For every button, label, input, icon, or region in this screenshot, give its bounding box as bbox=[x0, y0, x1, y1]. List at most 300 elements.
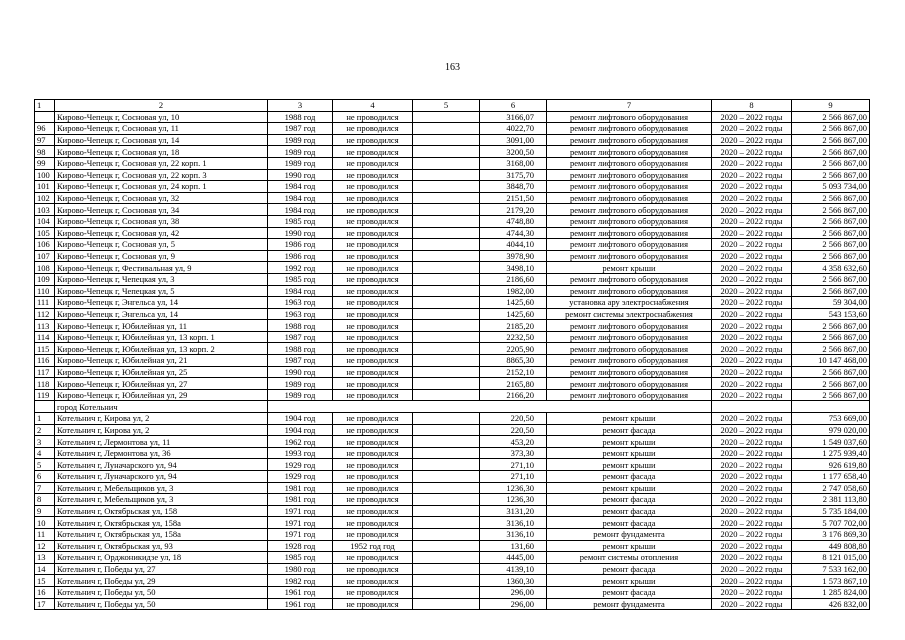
cost-cell: 2 566 867,00 bbox=[792, 111, 870, 123]
row-number: 13 bbox=[35, 552, 55, 564]
cost-cell: 2 566 867,00 bbox=[792, 123, 870, 135]
row-number: 100 bbox=[35, 169, 55, 181]
last-repair-cell: не проводился bbox=[333, 262, 413, 274]
last-repair-cell: не проводился bbox=[333, 413, 413, 425]
cost-cell: 3 176 869,30 bbox=[792, 528, 870, 540]
year-cell: 1987 год bbox=[268, 355, 333, 367]
year-cell: 1980 год bbox=[268, 563, 333, 575]
area-cell: 2232,50 bbox=[480, 331, 547, 343]
period-cell: 2020 – 2022 годы bbox=[712, 494, 792, 506]
work-type-cell: ремонт лифтового оборудования bbox=[547, 169, 712, 181]
table-row bbox=[35, 575, 870, 587]
period-cell: 2020 – 2022 годы bbox=[712, 540, 792, 552]
last-repair-cell: не проводился bbox=[333, 297, 413, 309]
year-cell: 1988 год bbox=[268, 343, 333, 355]
last-repair-cell: не проводился bbox=[333, 157, 413, 169]
address-cell: Котельнич г, Луначарского ул, 94 bbox=[55, 459, 268, 471]
address-cell: Кирово-Чепецк г, Сосновая ул, 42 bbox=[55, 227, 268, 239]
table-row bbox=[35, 378, 870, 390]
cost-cell: 2 566 867,00 bbox=[792, 227, 870, 239]
last-repair-cell: не проводился bbox=[333, 343, 413, 355]
table-row bbox=[35, 494, 870, 506]
empty-cell bbox=[35, 401, 55, 413]
year-cell: 1904 год bbox=[268, 424, 333, 436]
period-cell: 2020 – 2022 годы bbox=[712, 308, 792, 320]
area-cell: 3136,10 bbox=[480, 528, 547, 540]
cost-cell: 2 566 867,00 bbox=[792, 215, 870, 227]
cost-cell: 543 153,60 bbox=[792, 308, 870, 320]
area-cell: 1425,60 bbox=[480, 308, 547, 320]
period-cell: 2020 – 2022 годы bbox=[712, 436, 792, 448]
table-row bbox=[35, 598, 870, 610]
table-row bbox=[35, 447, 870, 459]
table-row bbox=[35, 459, 870, 471]
cost-cell: 2 566 867,00 bbox=[792, 204, 870, 216]
empty-cell bbox=[413, 239, 480, 251]
work-type-cell: ремонт лифтового оборудования bbox=[547, 134, 712, 146]
address-cell: Кирово-Чепецк г, Сосновая ул, 11 bbox=[55, 123, 268, 135]
cost-cell: 2 566 867,00 bbox=[792, 239, 870, 251]
work-type-cell: ремонт фасада bbox=[547, 517, 712, 529]
year-cell: 1990 год bbox=[268, 227, 333, 239]
year-cell: 1992 год bbox=[268, 262, 333, 274]
cost-cell: 2 566 867,00 bbox=[792, 250, 870, 262]
empty-cell bbox=[413, 575, 480, 587]
empty-cell bbox=[413, 343, 480, 355]
address-cell: Котельнич г, Октябрьская ул, 158 bbox=[55, 505, 268, 517]
cost-cell: 59 304,00 bbox=[792, 297, 870, 309]
empty-cell bbox=[413, 181, 480, 193]
table-row bbox=[35, 424, 870, 436]
empty-cell bbox=[413, 297, 480, 309]
cost-cell: 5 735 184,00 bbox=[792, 505, 870, 517]
work-type-cell: ремонт фасада bbox=[547, 563, 712, 575]
area-cell: 4044,10 bbox=[480, 239, 547, 251]
row-number: 16 bbox=[35, 586, 55, 598]
table-row bbox=[35, 157, 870, 169]
area-cell: 1360,30 bbox=[480, 575, 547, 587]
cost-cell: 4 358 632,60 bbox=[792, 262, 870, 274]
empty-cell bbox=[413, 355, 480, 367]
row-number: 110 bbox=[35, 285, 55, 297]
header-cell: 9 bbox=[792, 100, 870, 112]
cost-cell: 449 808,80 bbox=[792, 540, 870, 552]
period-cell: 2020 – 2022 годы bbox=[712, 157, 792, 169]
last-repair-cell: не проводился bbox=[333, 366, 413, 378]
cost-cell: 7 533 162,00 bbox=[792, 563, 870, 575]
last-repair-cell: 1952 год год bbox=[333, 540, 413, 552]
table-row bbox=[35, 389, 870, 401]
address-cell: Кирово-Чепецк г, Энгельса ул, 14 bbox=[55, 308, 268, 320]
empty-cell bbox=[413, 285, 480, 297]
empty-cell bbox=[413, 204, 480, 216]
area-cell: 3200,50 bbox=[480, 146, 547, 158]
cost-cell: 2 566 867,00 bbox=[792, 366, 870, 378]
row-number: 96 bbox=[35, 123, 55, 135]
work-type-cell: ремонт фасада bbox=[547, 424, 712, 436]
table-row bbox=[35, 331, 870, 343]
period-cell: 2020 – 2022 годы bbox=[712, 204, 792, 216]
repair-program-table bbox=[34, 99, 870, 610]
empty-cell bbox=[413, 482, 480, 494]
last-repair-cell: не проводился bbox=[333, 563, 413, 575]
table-row bbox=[35, 239, 870, 251]
year-cell: 1988 год bbox=[268, 111, 333, 123]
period-cell: 2020 – 2022 годы bbox=[712, 505, 792, 517]
last-repair-cell: не проводился bbox=[333, 471, 413, 483]
row-number: 116 bbox=[35, 355, 55, 367]
area-cell: 131,60 bbox=[480, 540, 547, 552]
period-cell: 2020 – 2022 годы bbox=[712, 447, 792, 459]
header-cell: 4 bbox=[333, 100, 413, 112]
row-number: 104 bbox=[35, 215, 55, 227]
period-cell: 2020 – 2022 годы bbox=[712, 389, 792, 401]
period-cell: 2020 – 2022 годы bbox=[712, 331, 792, 343]
year-cell: 1929 год bbox=[268, 459, 333, 471]
last-repair-cell: не проводился bbox=[333, 123, 413, 135]
last-repair-cell: не проводился bbox=[333, 192, 413, 204]
empty-cell bbox=[413, 262, 480, 274]
period-cell: 2020 – 2022 годы bbox=[712, 424, 792, 436]
period-cell: 2020 – 2022 годы bbox=[712, 181, 792, 193]
row-number: 101 bbox=[35, 181, 55, 193]
area-cell: 220,50 bbox=[480, 424, 547, 436]
period-cell: 2020 – 2022 годы bbox=[712, 355, 792, 367]
year-cell: 1929 год bbox=[268, 471, 333, 483]
table-row bbox=[35, 355, 870, 367]
period-cell: 2020 – 2022 годы bbox=[712, 575, 792, 587]
work-type-cell: ремонт фундамента bbox=[547, 528, 712, 540]
row-number: 1 bbox=[35, 413, 55, 425]
cost-cell: 1 549 037,60 bbox=[792, 436, 870, 448]
cost-cell: 426 832,00 bbox=[792, 598, 870, 610]
last-repair-cell: не проводился bbox=[333, 285, 413, 297]
address-cell: Котельнич г, Кирова ул, 2 bbox=[55, 424, 268, 436]
empty-cell bbox=[413, 494, 480, 506]
address-cell: Котельнич г, Победы ул, 50 bbox=[55, 586, 268, 598]
last-repair-cell: не проводился bbox=[333, 528, 413, 540]
table-row bbox=[35, 586, 870, 598]
year-cell: 1971 год bbox=[268, 517, 333, 529]
year-cell: 1962 год bbox=[268, 436, 333, 448]
address-cell: Кирово-Чепецк г, Юбилейная ул, 25 bbox=[55, 366, 268, 378]
cost-cell: 8 121 015,00 bbox=[792, 552, 870, 564]
work-type-cell: ремонт фасада bbox=[547, 494, 712, 506]
table-row bbox=[35, 262, 870, 274]
table-row bbox=[35, 505, 870, 517]
work-type-cell: ремонт лифтового оборудования bbox=[547, 355, 712, 367]
row-number: 9 bbox=[35, 505, 55, 517]
last-repair-cell: не проводился bbox=[333, 250, 413, 262]
address-cell: Котельнич г, Победы ул, 27 bbox=[55, 563, 268, 575]
period-cell: 2020 – 2022 годы bbox=[712, 250, 792, 262]
period-cell: 2020 – 2022 годы bbox=[712, 111, 792, 123]
work-type-cell: ремонт лифтового оборудования bbox=[547, 146, 712, 158]
empty-cell bbox=[413, 157, 480, 169]
empty-cell bbox=[413, 552, 480, 564]
header-cell: 2 bbox=[55, 100, 268, 112]
table-row bbox=[35, 366, 870, 378]
empty-cell bbox=[413, 146, 480, 158]
area-cell: 2205,90 bbox=[480, 343, 547, 355]
row-number: 105 bbox=[35, 227, 55, 239]
year-cell: 1989 год bbox=[268, 157, 333, 169]
empty-cell bbox=[413, 436, 480, 448]
cost-cell: 2 566 867,00 bbox=[792, 273, 870, 285]
last-repair-cell: не проводился bbox=[333, 447, 413, 459]
work-type-cell: ремонт лифтового оборудования bbox=[547, 250, 712, 262]
last-repair-cell: не проводился bbox=[333, 227, 413, 239]
area-cell: 2186,60 bbox=[480, 273, 547, 285]
row-number: 15 bbox=[35, 575, 55, 587]
cost-cell: 2 566 867,00 bbox=[792, 134, 870, 146]
period-cell: 2020 – 2022 годы bbox=[712, 482, 792, 494]
last-repair-cell: не проводился bbox=[333, 181, 413, 193]
row-number: 14 bbox=[35, 563, 55, 575]
year-cell: 1961 год bbox=[268, 598, 333, 610]
work-type-cell: ремонт лифтового оборудования bbox=[547, 320, 712, 332]
last-repair-cell: не проводился bbox=[333, 146, 413, 158]
work-type-cell: ремонт лифтового оборудования bbox=[547, 111, 712, 123]
empty-cell bbox=[413, 424, 480, 436]
address-cell: Кирово-Чепецк г, Сосновая ул, 34 bbox=[55, 204, 268, 216]
area-cell: 3848,70 bbox=[480, 181, 547, 193]
last-repair-cell: не проводился bbox=[333, 308, 413, 320]
work-type-cell: ремонт лифтового оборудования bbox=[547, 389, 712, 401]
address-cell: Кирово-Чепецк г, Сосновая ул, 10 bbox=[55, 111, 268, 123]
period-cell: 2020 – 2022 годы bbox=[712, 517, 792, 529]
work-type-cell: ремонт лифтового оборудования bbox=[547, 331, 712, 343]
empty-cell bbox=[413, 459, 480, 471]
period-cell: 2020 – 2022 годы bbox=[712, 563, 792, 575]
row-number: 114 bbox=[35, 331, 55, 343]
empty-cell bbox=[413, 320, 480, 332]
period-cell: 2020 – 2022 годы bbox=[712, 343, 792, 355]
cost-cell: 1 275 939,40 bbox=[792, 447, 870, 459]
table-row bbox=[35, 215, 870, 227]
table-row bbox=[35, 528, 870, 540]
table-row bbox=[35, 273, 870, 285]
year-cell: 1904 год bbox=[268, 413, 333, 425]
work-type-cell: ремонт фасада bbox=[547, 586, 712, 598]
cost-cell: 753 669,00 bbox=[792, 413, 870, 425]
row-number: 97 bbox=[35, 134, 55, 146]
row-number: 111 bbox=[35, 297, 55, 309]
cost-cell: 2 566 867,00 bbox=[792, 343, 870, 355]
year-cell: 1984 год bbox=[268, 192, 333, 204]
last-repair-cell: не проводился bbox=[333, 169, 413, 181]
work-type-cell: ремонт крыши bbox=[547, 459, 712, 471]
year-cell: 1982 год bbox=[268, 575, 333, 587]
table-row bbox=[35, 320, 870, 332]
last-repair-cell: не проводился bbox=[333, 134, 413, 146]
last-repair-cell: не проводился bbox=[333, 378, 413, 390]
work-type-cell: ремонт лифтового оборудования bbox=[547, 273, 712, 285]
year-cell: 1993 год bbox=[268, 447, 333, 459]
year-cell: 1985 год bbox=[268, 273, 333, 285]
year-cell: 1971 год bbox=[268, 505, 333, 517]
period-cell: 2020 – 2022 годы bbox=[712, 239, 792, 251]
last-repair-cell: не проводился bbox=[333, 355, 413, 367]
column-number-row bbox=[35, 100, 870, 112]
row-number: 108 bbox=[35, 262, 55, 274]
area-cell: 2151,50 bbox=[480, 192, 547, 204]
area-cell: 1236,30 bbox=[480, 494, 547, 506]
table-row bbox=[35, 192, 870, 204]
address-cell: Кирово-Чепецк г, Фестивальная ул, 9 bbox=[55, 262, 268, 274]
work-type-cell: ремонт лифтового оборудования bbox=[547, 157, 712, 169]
period-cell: 2020 – 2022 годы bbox=[712, 459, 792, 471]
empty-cell bbox=[413, 215, 480, 227]
area-cell: 453,20 bbox=[480, 436, 547, 448]
cost-cell: 2 566 867,00 bbox=[792, 331, 870, 343]
area-cell: 4022,70 bbox=[480, 123, 547, 135]
work-type-cell: ремонт крыши bbox=[547, 540, 712, 552]
work-type-cell: ремонт лифтового оборудования bbox=[547, 285, 712, 297]
row-number: 11 bbox=[35, 528, 55, 540]
year-cell: 1990 год bbox=[268, 366, 333, 378]
last-repair-cell: не проводился bbox=[333, 459, 413, 471]
address-cell: Кирово-Чепецк г, Юбилейная ул, 21 bbox=[55, 355, 268, 367]
work-type-cell: ремонт лифтового оборудования bbox=[547, 366, 712, 378]
work-type-cell: ремонт лифтового оборудования bbox=[547, 215, 712, 227]
area-cell: 271,10 bbox=[480, 471, 547, 483]
last-repair-cell: не проводился bbox=[333, 552, 413, 564]
empty-cell bbox=[413, 389, 480, 401]
year-cell: 1989 год bbox=[268, 389, 333, 401]
empty-cell bbox=[413, 528, 480, 540]
address-cell: Кирово-Чепецк г, Сосновая ул, 24 корп. 1 bbox=[55, 181, 268, 193]
table-row bbox=[35, 204, 870, 216]
empty-cell bbox=[268, 401, 712, 413]
cost-cell: 5 093 734,00 bbox=[792, 181, 870, 193]
empty-cell bbox=[413, 308, 480, 320]
empty-cell bbox=[413, 378, 480, 390]
empty-cell bbox=[413, 447, 480, 459]
last-repair-cell: не проводился bbox=[333, 389, 413, 401]
year-cell: 1987 год bbox=[268, 331, 333, 343]
year-cell: 1981 год bbox=[268, 482, 333, 494]
row-number: 113 bbox=[35, 320, 55, 332]
area-cell: 3498,10 bbox=[480, 262, 547, 274]
last-repair-cell: не проводился bbox=[333, 517, 413, 529]
address-cell: Кирово-Чепецк г, Юбилейная ул, 29 bbox=[55, 389, 268, 401]
row-number: 117 bbox=[35, 366, 55, 378]
address-cell: Кирово-Чепецк г, Чепецкая ул, 5 bbox=[55, 285, 268, 297]
area-cell: 4445,00 bbox=[480, 552, 547, 564]
area-cell: 373,30 bbox=[480, 447, 547, 459]
area-cell: 3978,90 bbox=[480, 250, 547, 262]
last-repair-cell: не проводился bbox=[333, 436, 413, 448]
table-body bbox=[35, 100, 870, 610]
address-cell: Котельнич г, Октябрьская ул, 93 bbox=[55, 540, 268, 552]
period-cell: 2020 – 2022 годы bbox=[712, 227, 792, 239]
year-cell: 1984 год bbox=[268, 181, 333, 193]
period-cell: 2020 – 2022 годы bbox=[712, 273, 792, 285]
year-cell: 1987 год bbox=[268, 123, 333, 135]
row-number: 10 bbox=[35, 517, 55, 529]
work-type-cell: ремонт лифтового оборудования bbox=[547, 227, 712, 239]
row-number: 115 bbox=[35, 343, 55, 355]
address-cell: Кирово-Чепецк г, Энгельса ул, 14 bbox=[55, 297, 268, 309]
area-cell: 220,50 bbox=[480, 413, 547, 425]
row-number: 102 bbox=[35, 192, 55, 204]
year-cell: 1989 год bbox=[268, 378, 333, 390]
table-row bbox=[35, 134, 870, 146]
period-cell: 2020 – 2022 годы bbox=[712, 285, 792, 297]
empty-cell bbox=[413, 250, 480, 262]
section-title: город Котельнич bbox=[55, 401, 268, 413]
cost-cell: 2 566 867,00 bbox=[792, 157, 870, 169]
table-row bbox=[35, 540, 870, 552]
period-cell: 2020 – 2022 годы bbox=[712, 262, 792, 274]
area-cell: 3131,20 bbox=[480, 505, 547, 517]
row-number: 98 bbox=[35, 146, 55, 158]
cost-cell: 2 566 867,00 bbox=[792, 169, 870, 181]
year-cell: 1989 год bbox=[268, 146, 333, 158]
cost-cell: 2 747 058,60 bbox=[792, 482, 870, 494]
year-cell: 1985 год bbox=[268, 552, 333, 564]
empty-cell bbox=[413, 586, 480, 598]
address-cell: Котельнич г, Кирова ул, 2 bbox=[55, 413, 268, 425]
period-cell: 2020 – 2022 годы bbox=[712, 598, 792, 610]
year-cell: 1986 год bbox=[268, 239, 333, 251]
empty-cell bbox=[413, 273, 480, 285]
row-number: 5 bbox=[35, 459, 55, 471]
work-type-cell: ремонт лифтового оборудования bbox=[547, 181, 712, 193]
header-cell: 7 bbox=[547, 100, 712, 112]
empty-cell bbox=[413, 111, 480, 123]
empty-cell bbox=[413, 540, 480, 552]
empty-cell bbox=[712, 401, 792, 413]
header-cell: 3 bbox=[268, 100, 333, 112]
row-number: 118 bbox=[35, 378, 55, 390]
last-repair-cell: не проводился bbox=[333, 494, 413, 506]
year-cell: 1985 год bbox=[268, 215, 333, 227]
empty-cell bbox=[792, 401, 870, 413]
area-cell: 3175,70 bbox=[480, 169, 547, 181]
empty-cell bbox=[413, 123, 480, 135]
empty-cell bbox=[413, 134, 480, 146]
row-number: 8 bbox=[35, 494, 55, 506]
address-cell: Котельнич г, Лермонтова ул, 36 bbox=[55, 447, 268, 459]
work-type-cell: ремонт крыши bbox=[547, 262, 712, 274]
cost-cell: 2 566 867,00 bbox=[792, 146, 870, 158]
address-cell: Котельнич г, Октябрьская ул, 158а bbox=[55, 517, 268, 529]
table-row bbox=[35, 111, 870, 123]
table-row bbox=[35, 482, 870, 494]
period-cell: 2020 – 2022 годы bbox=[712, 378, 792, 390]
area-cell: 2165,80 bbox=[480, 378, 547, 390]
cost-cell: 979 020,00 bbox=[792, 424, 870, 436]
empty-cell bbox=[413, 471, 480, 483]
period-cell: 2020 – 2022 годы bbox=[712, 192, 792, 204]
period-cell: 2020 – 2022 годы bbox=[712, 586, 792, 598]
period-cell: 2020 – 2022 годы bbox=[712, 471, 792, 483]
year-cell: 1988 год bbox=[268, 320, 333, 332]
work-type-cell: ремонт крыши bbox=[547, 413, 712, 425]
table-row bbox=[35, 250, 870, 262]
area-cell: 3091,00 bbox=[480, 134, 547, 146]
empty-cell bbox=[413, 413, 480, 425]
address-cell: Кирово-Чепецк г, Сосновая ул, 14 bbox=[55, 134, 268, 146]
header-cell: 6 bbox=[480, 100, 547, 112]
work-type-cell: ремонт фундамента bbox=[547, 598, 712, 610]
last-repair-cell: не проводился bbox=[333, 482, 413, 494]
year-cell: 1986 год bbox=[268, 250, 333, 262]
period-cell: 2020 – 2022 годы bbox=[712, 552, 792, 564]
area-cell: 2179,20 bbox=[480, 204, 547, 216]
